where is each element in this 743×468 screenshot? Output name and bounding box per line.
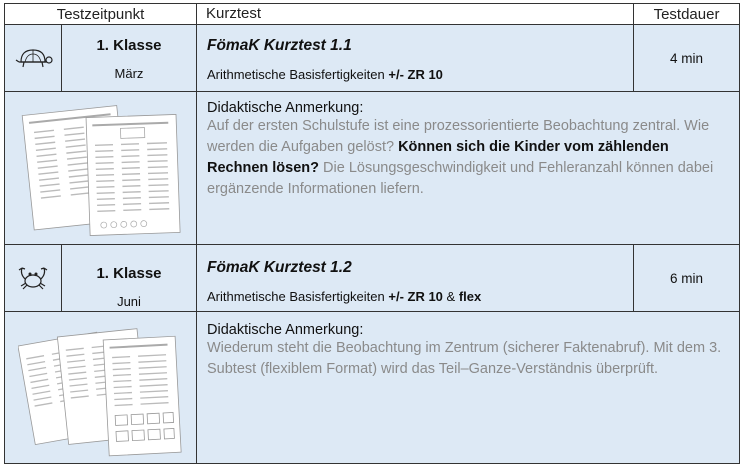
test1-kurztest-cell xyxy=(196,24,634,92)
test1-note-part2: Die Lösungsgeschwindigkeit und Fehleranzahl können dabei ergänzende Informationen liefern. xyxy=(207,160,714,197)
header-kurztest-label: Kurztest xyxy=(206,5,262,22)
test1-title: FömaK Kurztest 1.1 xyxy=(207,37,352,54)
test2-desc-bold-flex: flex xyxy=(458,289,482,304)
test2-worksheet-image-cell xyxy=(4,311,197,464)
test-schedule-table xyxy=(4,3,740,464)
test2-worksheet-image xyxy=(18,318,183,458)
test2-title: FömaK Kurztest 1.2 xyxy=(207,259,352,276)
test2-duration: 6 min xyxy=(669,270,703,286)
test1-klasse-cell xyxy=(61,24,197,92)
test2-desc xyxy=(207,289,633,304)
turtle-icon-cell xyxy=(4,24,62,92)
test2-note-text xyxy=(207,338,731,380)
test1-duration: 4 min xyxy=(669,50,703,66)
test1-desc-plain: Arithmetische Basisfertigkeiten xyxy=(207,67,389,82)
test2-desc-mid: & xyxy=(442,289,459,304)
test2-duration-cell xyxy=(633,244,740,312)
test1-note-cell xyxy=(196,91,740,245)
header-testzeitpunkt xyxy=(4,3,197,25)
test2-klasse: 1. Klasse xyxy=(96,265,162,282)
test2-note-part1: Wiederum steht die Beobachtung im Zentrum (sicherer Faktenabruf). Mit dem 3. Subtest (flexiblem Format) wird das Teil–Ganze-Verständnis überprüft. xyxy=(207,340,722,377)
test1-desc-bold: +/- ZR 10 xyxy=(388,67,443,82)
test2-desc-bold: +/- ZR 10 xyxy=(388,289,443,304)
test1-klasse: 1. Klasse xyxy=(96,37,162,54)
test2-month: Juni xyxy=(117,294,141,309)
test1-note-heading: Didaktische Anmerkung: xyxy=(207,100,364,116)
header-testdauer-label: Testdauer xyxy=(653,5,720,23)
test1-note-text xyxy=(207,116,731,200)
test1-month: März xyxy=(114,66,144,81)
header-testzeitpunkt-label: Testzeitpunkt xyxy=(56,5,145,23)
test1-worksheet-image xyxy=(18,98,183,238)
test2-kurztest-cell xyxy=(196,244,634,312)
test2-note-heading: Didaktische Anmerkung: xyxy=(207,322,364,338)
header-testdauer xyxy=(633,3,740,25)
crab-icon xyxy=(17,264,49,292)
test1-note-bold: Können sich die Kinder vom zählenden Rechnen lösen? xyxy=(207,139,669,176)
test2-note-cell xyxy=(196,311,740,464)
turtle-icon xyxy=(13,45,53,71)
test1-duration-cell xyxy=(633,24,740,92)
test1-note-part1: Auf der ersten Schulstufe ist eine prozessorientierte Beobachtung zentral. Wie werden die Aufgaben gelöst? xyxy=(207,118,710,155)
test2-desc-plain: Arithmetische Basisfertigkeiten xyxy=(207,289,389,304)
header-kurztest xyxy=(196,3,634,25)
test1-desc xyxy=(207,67,633,82)
test2-klasse-cell xyxy=(61,244,197,312)
crab-icon-cell xyxy=(4,244,62,312)
test1-worksheet-image-cell xyxy=(4,91,197,245)
